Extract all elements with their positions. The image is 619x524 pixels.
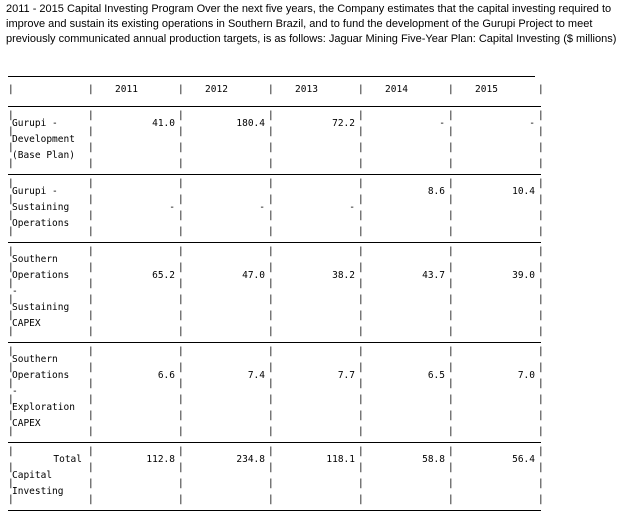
table-border-char: | bbox=[358, 226, 364, 237]
cell-underline bbox=[182, 342, 267, 343]
table-border-char: | bbox=[448, 494, 454, 505]
row-label-2-line-3: Operations bbox=[12, 218, 70, 229]
table-border-char: | bbox=[88, 362, 94, 373]
table-border-char: | bbox=[538, 278, 544, 289]
cell-underline bbox=[272, 342, 357, 343]
cell-underline bbox=[8, 510, 87, 511]
table-border-char: | bbox=[8, 478, 14, 489]
cell-underline bbox=[182, 242, 267, 243]
table-border-char: | bbox=[448, 126, 454, 137]
cell-2-2015: 10.4 bbox=[512, 186, 535, 197]
table-border-char: | bbox=[358, 394, 364, 405]
table-border-char: | bbox=[448, 326, 454, 337]
table-border-char: | bbox=[88, 446, 94, 457]
cell-3-2015: 39.0 bbox=[512, 270, 535, 281]
table-border-char: | bbox=[268, 194, 274, 205]
cell-5-2014: 58.8 bbox=[422, 454, 445, 465]
cell-2-2013: - bbox=[349, 202, 355, 213]
cell-4-2012: 7.4 bbox=[247, 370, 265, 381]
table-border-char: | bbox=[8, 226, 14, 237]
row-label-3-line-5: CAPEX bbox=[12, 318, 41, 329]
table-border-char: | bbox=[538, 478, 544, 489]
cell-underline bbox=[92, 342, 177, 343]
table-border-char: | bbox=[178, 394, 184, 405]
table-border-char: | bbox=[268, 462, 274, 473]
table-border-char: | bbox=[358, 462, 364, 473]
table-border-char: | bbox=[88, 394, 94, 405]
table-border-char: | bbox=[538, 310, 544, 321]
table-border-char: | bbox=[88, 278, 94, 289]
table-border-char: | bbox=[8, 494, 14, 505]
table-border-char: | bbox=[538, 346, 544, 357]
table-border-char: | bbox=[448, 194, 454, 205]
column-header-2012: 2012 bbox=[205, 84, 228, 95]
table-border-char: | bbox=[88, 246, 94, 257]
table-border-char: | bbox=[268, 410, 274, 421]
cell-underline bbox=[92, 510, 177, 511]
row-label-4-line-3: - bbox=[12, 386, 18, 397]
cell-2-2012: - bbox=[259, 202, 265, 213]
table-border-char: | bbox=[88, 226, 94, 237]
table-top-rule bbox=[8, 76, 535, 77]
row-label-2-line-1: Gurupi - bbox=[12, 186, 58, 197]
row-label-4-line-1: Southern bbox=[12, 354, 58, 365]
table-border-char: | bbox=[358, 378, 364, 389]
table-border-char: | bbox=[178, 426, 184, 437]
table-border-char: | bbox=[8, 378, 14, 389]
table-border-char: | bbox=[178, 446, 184, 457]
table-border-char: | bbox=[448, 210, 454, 221]
table-border-char: | bbox=[178, 178, 184, 189]
table-border-char: | bbox=[88, 410, 94, 421]
table-border-char: | bbox=[178, 226, 184, 237]
table-border-char: | bbox=[8, 346, 14, 357]
table-border-char: | bbox=[538, 394, 544, 405]
cell-underline bbox=[182, 174, 267, 175]
table-border-char: | bbox=[88, 326, 94, 337]
table-border-char: | bbox=[88, 210, 94, 221]
cell-underline bbox=[8, 442, 87, 443]
cell-1-2015: - bbox=[529, 118, 535, 129]
column-header-2011: 2011 bbox=[115, 84, 138, 95]
cell-underline bbox=[272, 442, 357, 443]
table-border-char: | bbox=[268, 246, 274, 257]
row-label-3-line-3: - bbox=[12, 286, 18, 297]
table-border-char: | bbox=[358, 326, 364, 337]
table-border-char: | bbox=[538, 158, 544, 169]
table-border-char: | bbox=[8, 210, 14, 221]
cell-5-2013: 118.1 bbox=[326, 454, 355, 465]
table-border-char: | bbox=[448, 226, 454, 237]
table-border-char: | bbox=[178, 478, 184, 489]
table-border-char: | bbox=[538, 110, 544, 121]
table-border-char: | bbox=[268, 126, 274, 137]
table-border-char: | bbox=[8, 142, 14, 153]
table-border-char: | bbox=[8, 362, 14, 373]
table-border-char: | bbox=[448, 178, 454, 189]
table-border-char: | bbox=[538, 210, 544, 221]
table-border-char: | bbox=[448, 462, 454, 473]
cell-underline bbox=[362, 442, 447, 443]
table-border-char: | bbox=[358, 278, 364, 289]
cell-underline bbox=[182, 510, 267, 511]
table-border-char: | bbox=[268, 326, 274, 337]
cell-underline bbox=[272, 174, 357, 175]
table-border-char: | bbox=[268, 426, 274, 437]
table-border-char: | bbox=[88, 262, 94, 273]
table-border-char: | bbox=[448, 310, 454, 321]
table-border-char: | bbox=[88, 310, 94, 321]
row-label-3-line-4: Sustaining bbox=[12, 302, 70, 313]
cell-underline bbox=[272, 510, 357, 511]
table-border-char: | bbox=[88, 426, 94, 437]
table-border-char: | bbox=[268, 310, 274, 321]
cell-underline bbox=[8, 174, 87, 175]
table-border-char: | bbox=[8, 126, 14, 137]
table-border-char: | bbox=[178, 84, 184, 95]
cell-underline bbox=[452, 442, 537, 443]
table-border-char: | bbox=[448, 84, 454, 95]
table-border-char: | bbox=[358, 362, 364, 373]
table-border-char: | bbox=[268, 158, 274, 169]
cell-1-2013: 72.2 bbox=[332, 118, 355, 129]
cell-3-2013: 38.2 bbox=[332, 270, 355, 281]
table-border-char: | bbox=[358, 294, 364, 305]
table-border-char: | bbox=[358, 110, 364, 121]
cell-2-2011: - bbox=[169, 202, 175, 213]
table-border-char: | bbox=[178, 246, 184, 257]
cell-2-2014: 8.6 bbox=[427, 186, 445, 197]
row-label-4-line-4: Exploration bbox=[12, 402, 75, 413]
cell-underline bbox=[362, 174, 447, 175]
cell-5-2015: 56.4 bbox=[512, 454, 535, 465]
table-border-char: | bbox=[358, 84, 364, 95]
cell-underline bbox=[362, 242, 447, 243]
table-border-char: | bbox=[358, 446, 364, 457]
table-border-char: | bbox=[538, 226, 544, 237]
cell-underline bbox=[92, 242, 177, 243]
table-border-char: | bbox=[8, 278, 14, 289]
table-border-char: | bbox=[178, 158, 184, 169]
table-border-char: | bbox=[178, 262, 184, 273]
cell-1-2014: - bbox=[439, 118, 445, 129]
table-border-char: | bbox=[8, 410, 14, 421]
cell-underline bbox=[362, 510, 447, 511]
table-border-char: | bbox=[268, 226, 274, 237]
table-border-char: | bbox=[538, 142, 544, 153]
table-border-char: | bbox=[88, 84, 94, 95]
row-label-3-line-2: Operations bbox=[12, 270, 70, 281]
cell-4-2011: 6.6 bbox=[157, 370, 175, 381]
header-divider bbox=[8, 106, 541, 107]
cell-3-2012: 47.0 bbox=[242, 270, 265, 281]
cell-underline bbox=[362, 342, 447, 343]
table-border-char: | bbox=[268, 362, 274, 373]
table-border-char: | bbox=[358, 310, 364, 321]
cell-underline bbox=[92, 442, 177, 443]
cell-underline bbox=[272, 242, 357, 243]
table-border-char: | bbox=[448, 410, 454, 421]
table-border-char: | bbox=[538, 194, 544, 205]
table-border-char: | bbox=[178, 362, 184, 373]
table-border-char: | bbox=[178, 378, 184, 389]
table-border-char: | bbox=[448, 394, 454, 405]
table-border-char: | bbox=[538, 426, 544, 437]
cell-underline bbox=[8, 342, 87, 343]
table-border-char: | bbox=[538, 84, 544, 95]
row-label-1-line-1: Gurupi - bbox=[12, 118, 58, 129]
table-border-char: | bbox=[178, 310, 184, 321]
table-border-char: | bbox=[178, 194, 184, 205]
cell-4-2013: 7.7 bbox=[337, 370, 355, 381]
table-border-char: | bbox=[538, 446, 544, 457]
table-border-char: | bbox=[178, 142, 184, 153]
cell-underline bbox=[92, 174, 177, 175]
table-border-char: | bbox=[88, 494, 94, 505]
table-border-char: | bbox=[88, 126, 94, 137]
table-border-char: | bbox=[358, 410, 364, 421]
column-header-2015: 2015 bbox=[475, 84, 498, 95]
table-border-char: | bbox=[178, 410, 184, 421]
table-border-char: | bbox=[178, 110, 184, 121]
table-border-char: | bbox=[448, 346, 454, 357]
row-label-2-line-2: Sustaining bbox=[12, 202, 70, 213]
table-border-char: | bbox=[268, 84, 274, 95]
table-border-char: | bbox=[448, 262, 454, 273]
table-border-char: | bbox=[538, 362, 544, 373]
table-border-char: | bbox=[538, 326, 544, 337]
cell-underline bbox=[8, 242, 87, 243]
table-border-char: | bbox=[178, 294, 184, 305]
table-border-char: | bbox=[268, 446, 274, 457]
table-border-char: | bbox=[178, 326, 184, 337]
table-border-char: | bbox=[268, 262, 274, 273]
row-label-1-line-2: Development bbox=[12, 134, 75, 145]
table-border-char: | bbox=[88, 142, 94, 153]
table-border-char: | bbox=[358, 346, 364, 357]
table-border-char: | bbox=[268, 494, 274, 505]
table-border-char: | bbox=[8, 178, 14, 189]
row-label-5-line-1: Total bbox=[53, 454, 82, 465]
table-border-char: | bbox=[538, 378, 544, 389]
table-border-char: | bbox=[448, 142, 454, 153]
table-border-char: | bbox=[448, 362, 454, 373]
table-border-char: | bbox=[538, 294, 544, 305]
table-border-char: | bbox=[538, 462, 544, 473]
table-border-char: | bbox=[88, 478, 94, 489]
table-border-char: | bbox=[88, 194, 94, 205]
cell-underline bbox=[452, 342, 537, 343]
table-border-char: | bbox=[268, 142, 274, 153]
row-label-5-line-3: Investing bbox=[12, 486, 64, 497]
table-border-char: | bbox=[358, 158, 364, 169]
table-border-char: | bbox=[88, 378, 94, 389]
table-border-char: | bbox=[268, 178, 274, 189]
table-border-char: | bbox=[178, 346, 184, 357]
table-border-char: | bbox=[448, 378, 454, 389]
table-border-char: | bbox=[268, 278, 274, 289]
table-border-char: | bbox=[88, 158, 94, 169]
table-border-char: | bbox=[358, 494, 364, 505]
table-border-char: | bbox=[8, 426, 14, 437]
table-border-char: | bbox=[448, 294, 454, 305]
cell-1-2011: 41.0 bbox=[152, 118, 175, 129]
table-border-char: | bbox=[8, 394, 14, 405]
table-border-char: | bbox=[268, 478, 274, 489]
table-border-char: | bbox=[448, 478, 454, 489]
cell-underline bbox=[452, 242, 537, 243]
table-border-char: | bbox=[268, 110, 274, 121]
table-border-char: | bbox=[88, 294, 94, 305]
table-border-char: | bbox=[8, 194, 14, 205]
cell-underline bbox=[452, 174, 537, 175]
table-border-char: | bbox=[358, 426, 364, 437]
column-header-2013: 2013 bbox=[295, 84, 318, 95]
table-border-char: | bbox=[268, 394, 274, 405]
table-border-char: | bbox=[268, 378, 274, 389]
cell-underline bbox=[182, 442, 267, 443]
table-border-char: | bbox=[358, 478, 364, 489]
table-border-char: | bbox=[448, 158, 454, 169]
table-border-char: | bbox=[178, 278, 184, 289]
column-header-2014: 2014 bbox=[385, 84, 408, 95]
table-border-char: | bbox=[358, 126, 364, 137]
table-border-char: | bbox=[538, 262, 544, 273]
table-border-char: | bbox=[8, 326, 14, 337]
table-border-char: | bbox=[8, 262, 14, 273]
table-border-char: | bbox=[8, 294, 14, 305]
cell-underline bbox=[452, 510, 537, 511]
row-label-3-line-1: Southern bbox=[12, 254, 58, 265]
table-border-char: | bbox=[448, 426, 454, 437]
row-label-4-line-2: Operations bbox=[12, 370, 70, 381]
intro-line-1: 2011 - 2015 Capital Investing Program Over the next five years, the Company estimates that the capital investing required to bbox=[6, 3, 612, 15]
table-border-char: | bbox=[88, 110, 94, 121]
table-border-char: | bbox=[8, 246, 14, 257]
table-border-char: | bbox=[358, 210, 364, 221]
table-border-char: | bbox=[178, 462, 184, 473]
table-border-char: | bbox=[178, 210, 184, 221]
table-border-char: | bbox=[538, 126, 544, 137]
table-border-char: | bbox=[178, 126, 184, 137]
table-border-char: | bbox=[538, 494, 544, 505]
table-border-char: | bbox=[358, 194, 364, 205]
table-border-char: | bbox=[178, 494, 184, 505]
table-border-char: | bbox=[538, 246, 544, 257]
table-border-char: | bbox=[8, 310, 14, 321]
table-border-char: | bbox=[358, 178, 364, 189]
table-border-char: | bbox=[448, 278, 454, 289]
intro-line-3: previously communicated annual production targets, is as follows: Jaguar Mining Five-Year Plan: Capital Investing ($ millions) bbox=[6, 33, 617, 45]
table-border-char: | bbox=[538, 178, 544, 189]
cell-5-2011: 112.8 bbox=[146, 454, 175, 465]
table-border-char: | bbox=[8, 462, 14, 473]
table-border-char: | bbox=[88, 346, 94, 357]
table-border-char: | bbox=[8, 110, 14, 121]
table-border-char: | bbox=[358, 262, 364, 273]
table-border-char: | bbox=[538, 410, 544, 421]
table-border-char: | bbox=[448, 246, 454, 257]
cell-5-2012: 234.8 bbox=[236, 454, 265, 465]
table-border-char: | bbox=[8, 446, 14, 457]
table-border-char: | bbox=[268, 294, 274, 305]
table-border-char: | bbox=[448, 110, 454, 121]
cell-4-2015: 7.0 bbox=[517, 370, 535, 381]
table-border-char: | bbox=[358, 142, 364, 153]
row-label-5-line-2: Capital bbox=[12, 470, 53, 481]
table-border-char: | bbox=[88, 462, 94, 473]
table-border-char: | bbox=[448, 446, 454, 457]
intro-line-2: improve and sustain its existing operations in Southern Brazil, and to fund the development of the Gurupi Project to meet bbox=[6, 18, 593, 30]
cell-3-2011: 65.2 bbox=[152, 270, 175, 281]
row-label-1-line-3: (Base Plan) bbox=[12, 150, 75, 161]
table-border-char: | bbox=[8, 84, 14, 95]
cell-3-2014: 43.7 bbox=[422, 270, 445, 281]
table-border-char: | bbox=[358, 246, 364, 257]
cell-4-2014: 6.5 bbox=[427, 370, 445, 381]
table-border-char: | bbox=[268, 210, 274, 221]
table-border-char: | bbox=[8, 158, 14, 169]
table-border-char: | bbox=[268, 346, 274, 357]
row-label-4-line-5: CAPEX bbox=[12, 418, 41, 429]
table-border-char: | bbox=[88, 178, 94, 189]
cell-1-2012: 180.4 bbox=[236, 118, 265, 129]
